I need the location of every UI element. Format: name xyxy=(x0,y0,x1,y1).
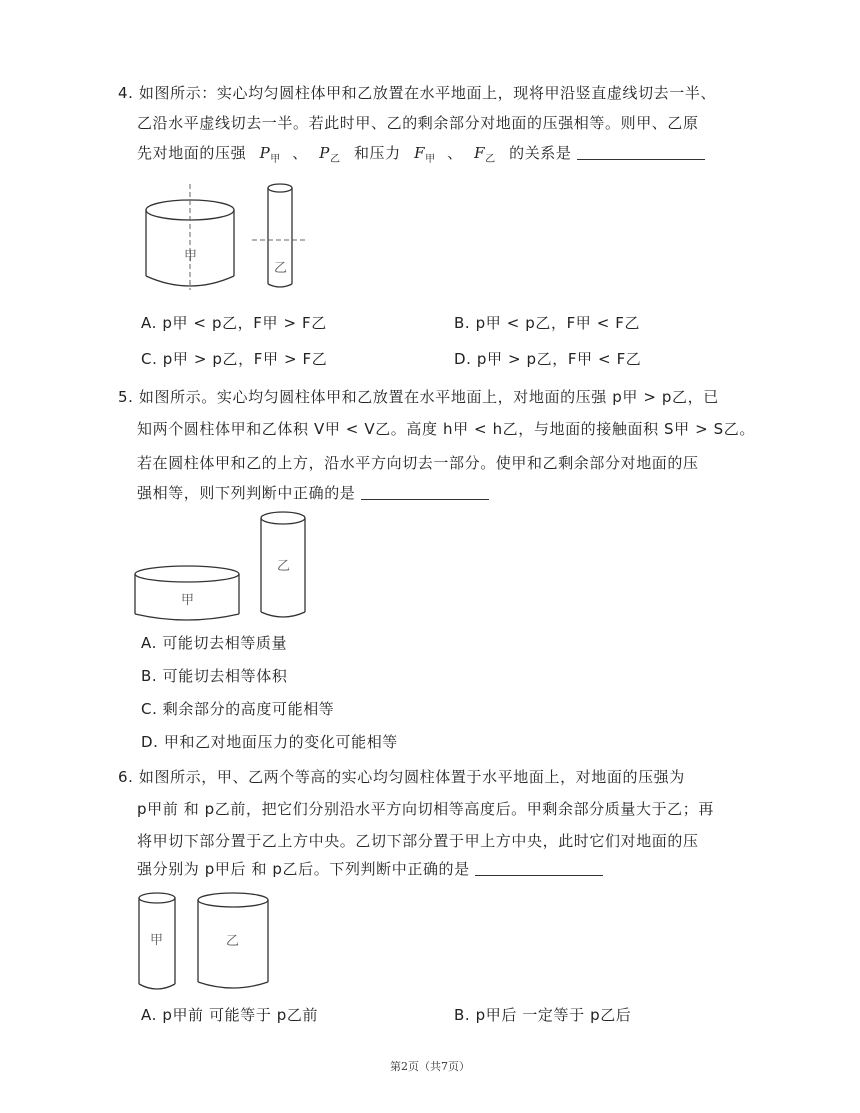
q5-option-d[interactable]: D. 甲和乙对地面压力的变化可能相等 xyxy=(141,733,398,751)
q4-option-c[interactable]: C. p甲 > p乙，F甲 > F乙 xyxy=(141,350,328,368)
q5-fig-yi-label: 乙 xyxy=(277,559,291,574)
q4-sep-1: 、 xyxy=(292,144,308,162)
q6-line-1: 6. 如图所示，甲、乙两个等高的实心均匀圆柱体置于水平地面上，对地面的压强为 xyxy=(118,768,685,786)
q5-line-2: 知两个圆柱体甲和乙体积 V甲 < V乙。高度 h甲 < h乙，与地面的接触面积 S甲 > S乙。 xyxy=(137,420,755,438)
q4-fig-jia-label: 甲 xyxy=(184,249,198,264)
q4-f-jia: $F_甲$ xyxy=(414,144,436,165)
q6-answer-blank[interactable] xyxy=(475,859,603,876)
q6-fig-jia-label: 甲 xyxy=(150,933,164,948)
q5-option-c[interactable]: C. 剩余部分的高度可能相等 xyxy=(141,700,335,718)
q4-line-3-mid: 和压力 xyxy=(353,144,401,162)
q5-option-a[interactable]: A. 可能切去相等质量 xyxy=(141,634,288,652)
q4-p-jia: $P_甲$ xyxy=(259,144,281,165)
q4-line-1: 4. 如图所示：实心均匀圆柱体甲和乙放置在水平地面上，现将甲沿竖直虚线切去一半、 xyxy=(118,84,717,102)
q4-line-2: 乙沿水平虚线切去一半。若此时甲、乙的剩余部分对地面的压强相等。则甲、乙原 xyxy=(137,114,699,132)
q6-figure xyxy=(134,888,284,994)
q6-line-2: p甲前 和 p乙前，把它们分别沿水平方向切相等高度后。甲剩余部分质量大于乙；再 xyxy=(137,800,714,818)
q6-option-b[interactable]: B. p甲后 一定等于 p乙后 xyxy=(454,1006,632,1024)
q6-line-4-text: 强分别为 p甲后 和 p乙后。下列判断中正确的是 xyxy=(137,860,470,878)
q4-line-3 xyxy=(137,142,705,171)
q5-answer-blank[interactable] xyxy=(361,483,489,500)
q4-option-b[interactable]: B. p甲 < p乙，F甲 < F乙 xyxy=(454,314,641,332)
q6-fig-yi-label: 乙 xyxy=(226,934,240,949)
q5-figure xyxy=(132,508,312,626)
q5-line-1: 5. 如图所示。实心均匀圆柱体甲和乙放置在水平地面上，对地面的压强 p甲 > p乙，已 xyxy=(118,388,719,406)
page-footer: 第2页（共7页） xyxy=(390,1060,470,1073)
q6-option-a[interactable]: A. p甲前 可能等于 p乙前 xyxy=(141,1006,319,1024)
q5-line-4-text: 强相等，则下列判断中正确的是 xyxy=(137,484,356,502)
q5-fig-jia-label: 甲 xyxy=(181,593,195,608)
q5-line-3: 若在圆柱体甲和乙的上方，沿水平方向切去一部分。使甲和乙剩余部分对地面的压 xyxy=(137,454,699,472)
q6-line-3: 将甲切下部分置于乙上方中央。乙切下部分置于甲上方中央，此时它们对地面的压 xyxy=(137,832,699,850)
q4-option-d[interactable]: D. p甲 > p乙，F甲 < F乙 xyxy=(454,350,642,368)
q4-line-3-prefix: 先对地面的压强 xyxy=(137,144,247,162)
q5-line-4 xyxy=(137,482,489,504)
q4-answer-blank[interactable] xyxy=(577,143,705,160)
q4-option-a[interactable]: A. p甲 < p乙，F甲 > F乙 xyxy=(141,314,327,332)
q4-fig-yi-label: 乙 xyxy=(274,261,288,276)
q4-figure xyxy=(140,180,310,295)
q4-p-yi: $P_乙$ xyxy=(319,144,341,165)
q6-line-4 xyxy=(137,858,603,880)
q4-f-yi: $F_乙$ xyxy=(474,144,496,165)
q5-option-b[interactable]: B. 可能切去相等体积 xyxy=(141,667,288,685)
q4-sep-2: 、 xyxy=(447,144,463,162)
q4-line-3-suffix: 的关系是 xyxy=(509,144,572,162)
